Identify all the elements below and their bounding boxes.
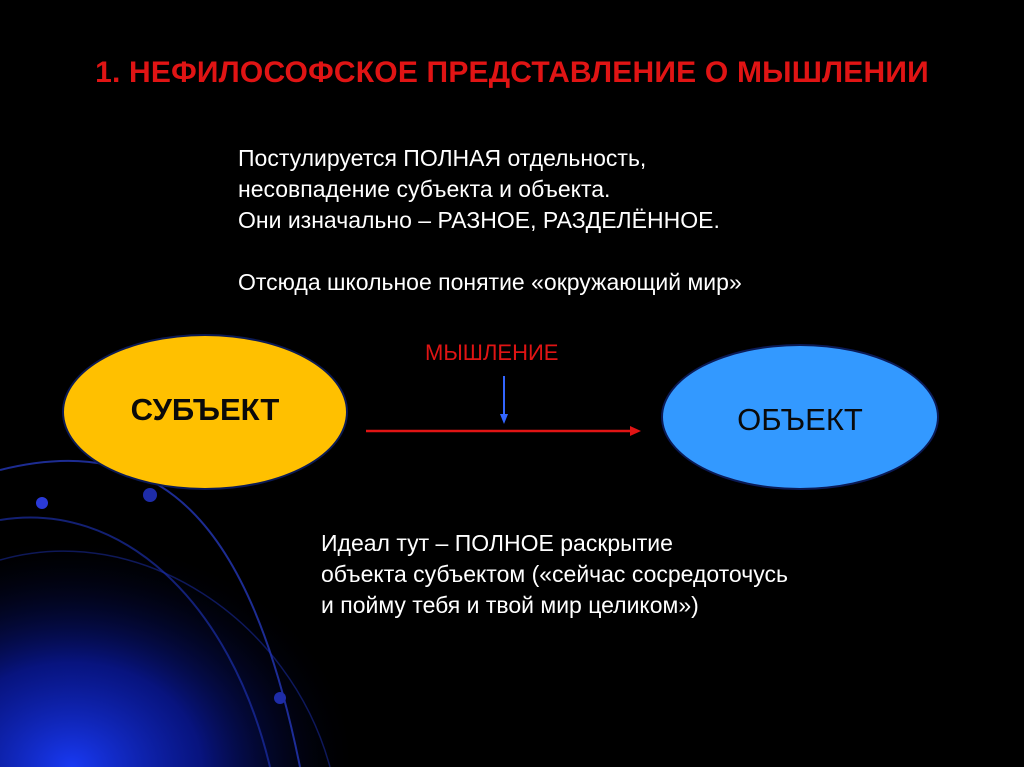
pointer-arrow-head <box>500 414 508 424</box>
slide-title: 1. НЕФИЛОСОФСКОЕ ПРЕДСТАВЛЕНИЕ О МЫШЛЕНИИ <box>95 56 929 89</box>
ideal-line: и пойму тебя и твой мир целиком») <box>321 592 699 618</box>
ideal-line: объекта субъектом («сейчас сосредоточусь <box>321 561 788 587</box>
ideal-line: Идеал тут – ПОЛНОЕ раскрытие <box>321 530 673 556</box>
ideal-text <box>321 528 788 621</box>
object-label: ОБЪЕКТ <box>737 402 863 437</box>
thinking-arrow-head <box>630 426 641 436</box>
subject-ellipse <box>62 334 348 490</box>
intro-line: Постулируется ПОЛНАЯ отдельность, <box>238 145 647 171</box>
intro-line: Отсюда школьное понятие «окружающий мир» <box>238 269 742 295</box>
intro-line: несовпадение субъекта и объекта. <box>238 176 611 202</box>
subject-label: СУБЪЕКТ <box>130 392 280 427</box>
intro-line: Они изначально – РАЗНОЕ, РАЗДЕЛЁННОЕ. <box>238 207 720 233</box>
object-ellipse <box>661 344 939 490</box>
thinking-label: МЫШЛЕНИЕ <box>425 340 559 365</box>
